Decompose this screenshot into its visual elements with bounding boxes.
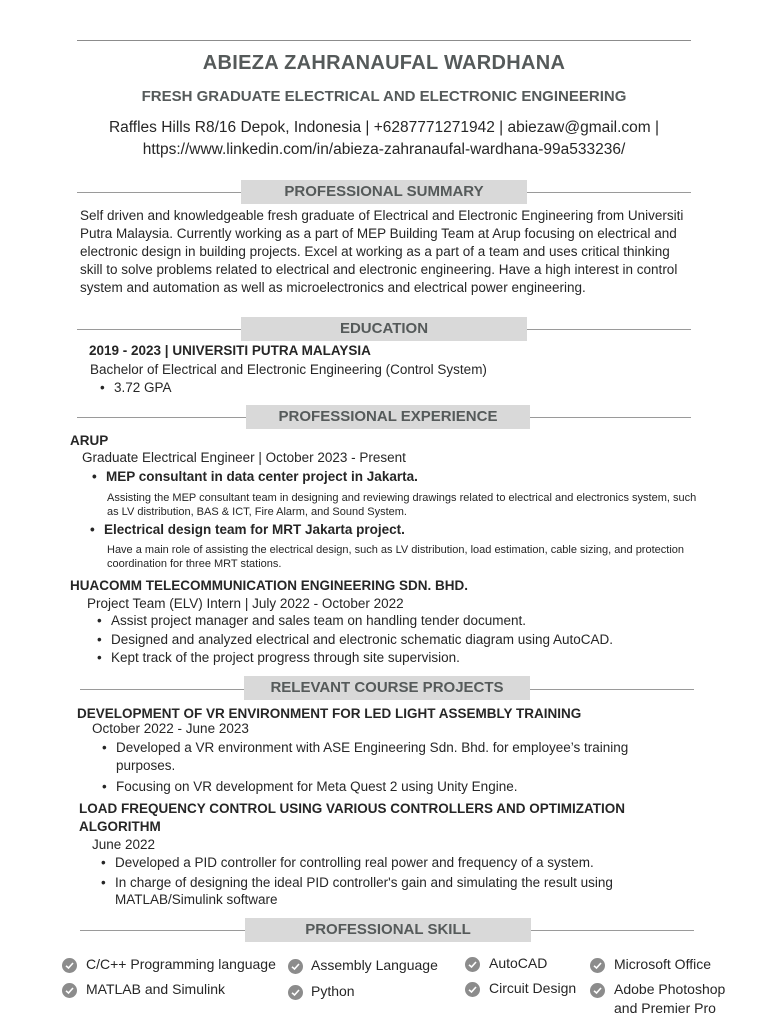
role-huacomm: Project Team (ELV) Intern | July 2022 - October 2022 (87, 596, 404, 611)
arup-project-2-title: • Electrical design team for MRT Jakarta project. (104, 522, 405, 537)
project-2-title-line-2: ALGORITHM (79, 819, 161, 834)
project-1-bullet-1-line-2: purposes. (116, 758, 176, 773)
company-arup: ARUP (70, 433, 109, 448)
section-title-summary: PROFESSIONAL SUMMARY (241, 180, 527, 204)
huacomm-bullet: • Kept track of the project progress through site supervision. (111, 650, 460, 665)
contact-info (70, 117, 698, 161)
project-2-bullet-1: • Developed a PID controller for controlling real power and frequency of a system. (115, 855, 594, 870)
section-title-experience: PROFESSIONAL EXPERIENCE (246, 405, 530, 429)
arup-project-2-desc: Have a main role of assisting the electrical design, such as LV distribution, load estimation, cable sizing, and protection coordination for three MRT stations. (107, 544, 684, 570)
education-gpa: • 3.72 GPA (114, 380, 172, 395)
skill-item: Microsoft Office (614, 956, 711, 972)
check-circle-icon (465, 982, 480, 997)
project-2-bullet-2-line-1: • In charge of designing the ideal PID controller's gain and simulating the result using (115, 875, 613, 890)
check-circle-icon (62, 958, 77, 973)
candidate-name: ABIEZA ZAHRANAUFAL WARDHANA (202, 52, 566, 74)
contact-line-1: Raffles Hills R8/16 Depok, Indonesia | +6287771271942 | abiezaw@gmail.com | (108, 119, 660, 136)
project-2-title-line-1: LOAD FREQUENCY CONTROL USING VARIOUS CONTROLLERS AND OPTIMIZATION (79, 801, 626, 816)
summary-text: Self driven and knowledgeable fresh graduate of Electrical and Electronic Engineering from Universiti Putra Malaysia. Currently working as a part of MEP Building Team at Arup focusing on electrical and electronic design in building projects. Excel at working as a part of a team and uses critical thinking skill to solve problems related to electrical and electronic engineering. Have a high interest in control system and automation as well as microelectronics and electrical power engineering. (80, 208, 684, 295)
skill-item: Python (311, 983, 355, 999)
arup-project-1-title: • MEP consultant in data center project in Jakarta. (106, 469, 418, 484)
skill-item-continued: and Premier Pro (614, 1000, 716, 1016)
check-circle-icon (465, 957, 480, 972)
top-divider (77, 40, 691, 41)
skill-item: C/C++ Programming language (86, 956, 276, 972)
project-1-bullet-2: • Focusing on VR development for Meta Quest 2 using Unity Engine. (116, 779, 517, 794)
check-circle-icon (590, 958, 605, 973)
check-circle-icon (288, 985, 303, 1000)
contact-line-2: https://www.linkedin.com/in/abieza-zahranaufal-wardhana-99a533236/ (142, 141, 626, 158)
project-2-date: June 2022 (92, 837, 156, 852)
section-title-skills: PROFESSIONAL SKILL (245, 918, 531, 942)
project-2-bullet-2-line-2: MATLAB/Simulink software (115, 892, 278, 907)
section-title-education: EDUCATION (241, 317, 527, 341)
education-heading: 2019 - 2023 | UNIVERSITI PUTRA MALAYSIA (89, 343, 371, 358)
huacomm-bullet: • Designed and analyzed electrical and electronic schematic diagram using AutoCAD. (111, 632, 613, 647)
skill-item: AutoCAD (489, 955, 548, 971)
role-arup: Graduate Electrical Engineer | October 2023 - Present (82, 450, 406, 465)
skill-item: Assembly Language (311, 957, 438, 973)
check-circle-icon (590, 983, 605, 998)
skill-item: Circuit Design (489, 980, 577, 996)
project-1-date: October 2022 - June 2023 (92, 721, 249, 736)
skill-item: MATLAB and Simulink (86, 981, 226, 997)
skill-item: Adobe Photoshop (614, 981, 726, 997)
huacomm-bullet: • Assist project manager and sales team on handling tender document. (111, 613, 526, 628)
headline: FRESH GRADUATE ELECTRICAL AND ELECTRONIC ENGINEERING (141, 88, 627, 105)
education-degree: Bachelor of Electrical and Electronic Engineering (Control System) (90, 362, 487, 377)
check-circle-icon (62, 983, 77, 998)
arup-project-1-desc: Assisting the MEP consultant team in designing and reviewing drawings related to electrical and electronics system, such as LV distribution, BAS & ICT, Fire Alarm, and Sound System. (107, 492, 697, 518)
project-1-title: DEVELOPMENT OF VR ENVIRONMENT FOR LED LIGHT ASSEMBLY TRAINING (77, 706, 582, 721)
project-1-bullet-1-line-1: • Developed a VR environment with ASE Engineering Sdn. Bhd. for employee’s training (116, 740, 628, 755)
company-huacomm: HUACOMM TELECOMMUNICATION ENGINEERING SDN. BHD. (70, 578, 468, 593)
check-circle-icon (288, 959, 303, 974)
section-title-projects: RELEVANT COURSE PROJECTS (244, 676, 530, 700)
